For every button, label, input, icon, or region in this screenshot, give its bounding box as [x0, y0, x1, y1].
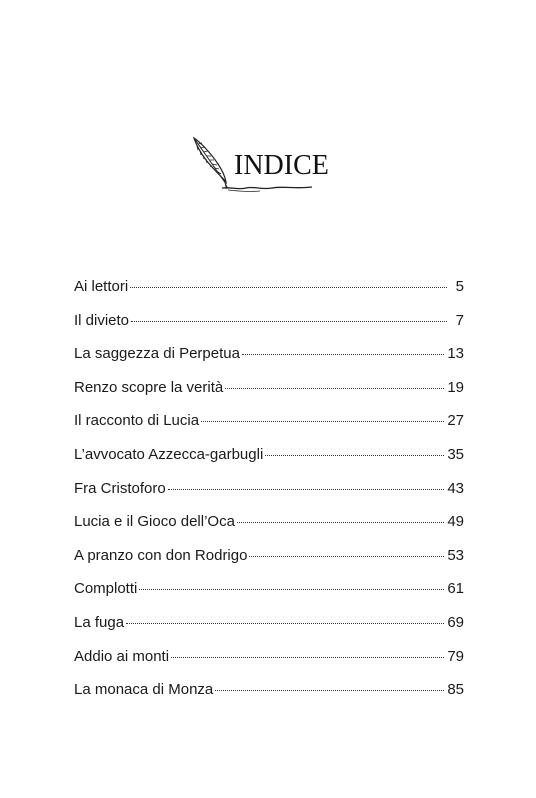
toc-entry[interactable]: [74, 681, 464, 715]
page-title: INDICE: [234, 150, 329, 181]
toc-entry-title: Ai lettori: [74, 278, 129, 295]
toc-entry-title: Addio ai monti: [74, 647, 170, 665]
dot-leader: [242, 354, 444, 355]
toc-entry-title: A pranzo con don Rodrigo: [74, 546, 248, 564]
toc-entry-page: 27: [447, 412, 464, 430]
toc-entry-page: 5: [455, 278, 464, 295]
toc-entry-page: 13: [447, 345, 464, 363]
dot-leader: [201, 421, 444, 422]
dot-leader: [131, 321, 447, 322]
dot-leader: [168, 489, 445, 490]
index-heading: [188, 130, 328, 200]
toc-entry-page: 61: [447, 580, 464, 598]
toc-entry-title: Renzo scopre la verità: [74, 378, 224, 396]
toc-entry-page: 35: [447, 445, 464, 463]
toc-entry-page: 19: [447, 378, 464, 396]
table-of-contents: [74, 278, 464, 715]
toc-entry-title: La monaca di Monza: [74, 681, 214, 699]
dot-leader: [215, 690, 444, 691]
dot-leader: [139, 589, 444, 590]
toc-entry[interactable]: [74, 547, 464, 581]
toc-entry-title: La saggezza di Perpetua: [74, 345, 240, 363]
toc-entry[interactable]: [74, 513, 464, 547]
dot-leader: [171, 657, 444, 658]
toc-entry-page: 69: [447, 613, 464, 631]
dot-leader: [225, 388, 444, 389]
toc-entry[interactable]: [74, 345, 464, 379]
toc-entry-page: 79: [447, 647, 464, 665]
toc-entry-page: 7: [455, 311, 464, 329]
toc-entry-title: Complotti: [74, 580, 138, 598]
toc-entry[interactable]: [74, 614, 464, 648]
toc-entry-page: 43: [447, 479, 464, 497]
toc-entry-title: Il racconto di Lucia: [74, 412, 200, 430]
toc-entry-title: Fra Cristoforo: [74, 479, 166, 497]
toc-entry-title: Il divieto: [74, 311, 130, 329]
toc-entry-title: L’avvocato Azzecca-garbugli: [74, 445, 264, 463]
dot-leader: [249, 556, 444, 557]
toc-entry[interactable]: [74, 580, 464, 614]
dot-leader: [130, 287, 447, 288]
toc-entry-title: Lucia e il Gioco dell’Oca: [74, 513, 235, 531]
toc-entry[interactable]: [74, 312, 464, 346]
toc-entry-page: 53: [447, 546, 464, 564]
dot-leader: [265, 455, 444, 456]
toc-entry[interactable]: [74, 278, 464, 312]
toc-entry[interactable]: [74, 480, 464, 514]
dot-leader: [126, 623, 444, 624]
toc-entry[interactable]: [74, 648, 464, 682]
toc-entry-page: 49: [447, 513, 464, 531]
toc-entry-title: La fuga: [74, 613, 125, 631]
toc-entry[interactable]: [74, 379, 464, 413]
toc-entry[interactable]: [74, 412, 464, 446]
toc-entry[interactable]: [74, 446, 464, 480]
dot-leader: [237, 522, 444, 523]
toc-entry-page: 85: [447, 681, 464, 699]
